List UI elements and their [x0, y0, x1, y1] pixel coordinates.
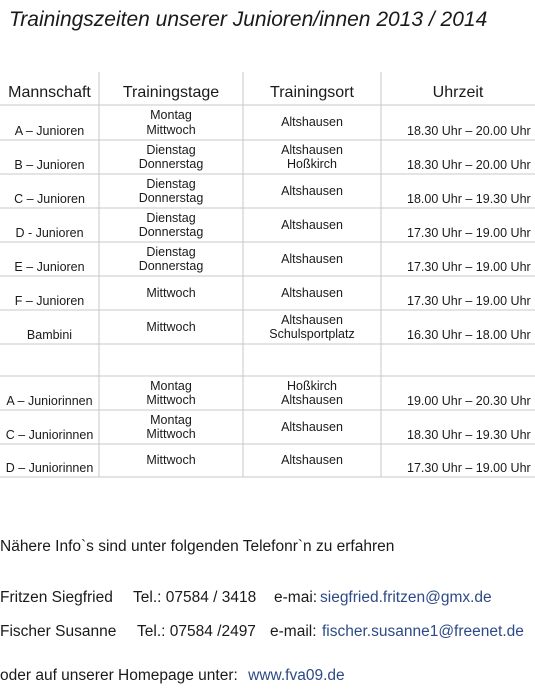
days-cell-text: Mittwoch [146, 427, 196, 441]
time-cell-text: 18.30 Uhr – 19.30 Uhr [407, 427, 531, 442]
days-cell-text: Donnerstag [138, 157, 204, 171]
team-cell-text: D - Junioren [15, 225, 84, 240]
header-trainingstage: Trainingstage [122, 83, 220, 101]
days-cell-text: Mittwoch [146, 453, 196, 468]
time-cell [381, 242, 535, 276]
time-cell [381, 410, 535, 444]
place-cell-text: Altshausen [281, 251, 343, 266]
time-cell-text: 17.30 Uhr – 19.00 Uhr [407, 460, 531, 475]
days-cell [99, 410, 243, 444]
time-cell [381, 174, 535, 208]
team-cell-text: A – Junioren [14, 123, 85, 138]
days-cell-text: Mittwoch [146, 285, 196, 300]
place-cell-text: Altshausen [281, 142, 343, 157]
days-cell-text: Dienstag [146, 176, 196, 191]
days-cell-text: Mittwoch [146, 122, 196, 137]
days-cell-text: Dienstag [146, 142, 196, 157]
homepage-link[interactable]: www.fva09.de [248, 667, 345, 684]
days-cell-text: Donnerstag [138, 225, 204, 239]
team-cell [0, 376, 99, 410]
team-cell [0, 410, 99, 444]
days-cell [99, 376, 243, 410]
team-cell-text: C – Junioren [14, 191, 85, 206]
days-cell-text: Donnerstag [138, 191, 204, 205]
homepage-label: oder auf unserer Homepage unter: [0, 667, 238, 684]
place-cell [243, 344, 381, 376]
time-cell [381, 444, 535, 477]
place-cell [243, 208, 381, 242]
days-cell [99, 242, 243, 276]
team-cell [0, 174, 99, 208]
place-cell-text: Altshausen [281, 393, 343, 407]
place-cell-text: Hoßkirch [286, 378, 337, 393]
place-cell-text: Schulsportplatz [269, 327, 355, 341]
header-uhrzeit: Uhrzeit [432, 83, 484, 101]
time-cell [381, 344, 535, 376]
days-cell-text: Donnerstag [138, 259, 204, 273]
place-cell [243, 105, 381, 140]
time-cell [381, 276, 535, 310]
team-cell [0, 105, 99, 140]
team-cell [0, 344, 99, 376]
place-cell-text: Altshausen [281, 312, 343, 327]
place-cell-text: Altshausen [281, 217, 343, 232]
days-cell [99, 276, 243, 310]
team-cell-text: Bambini [26, 327, 73, 342]
contact-tel: Tel.: 07584 /2497 [137, 623, 256, 640]
team-cell [0, 276, 99, 310]
homepage-line [0, 667, 345, 685]
time-cell-text: 17.30 Uhr – 19.00 Uhr [407, 259, 531, 274]
team-cell-text: F – Junioren [14, 293, 85, 308]
days-cell-text: Montag [150, 108, 192, 122]
contact-email-link[interactable]: fischer.susanne1@freenet.de [322, 623, 524, 640]
time-cell-text: 18.00 Uhr – 19.30 Uhr [407, 191, 531, 206]
place-cell-text: Altshausen [281, 115, 343, 130]
contact-name: Fischer Susanne [0, 623, 117, 640]
days-cell [99, 105, 243, 140]
time-cell-text: 18.30 Uhr – 20.00 Uhr [407, 157, 531, 172]
contact-name: Fritzen Siegfried [0, 589, 113, 606]
time-cell-text: 17.30 Uhr – 19.00 Uhr [407, 225, 531, 240]
contact-email-link[interactable]: siegfried.fritzen@gmx.de [320, 589, 492, 606]
contact-email-label: e-mai: [274, 589, 318, 606]
place-cell-text: Altshausen [281, 419, 343, 434]
days-cell-text: Dienstag [146, 210, 196, 225]
header-mannschaft: Mannschaft [8, 83, 91, 101]
time-cell-text: 18.30 Uhr – 20.00 Uhr [407, 123, 531, 138]
days-cell-text: Mittwoch [146, 393, 196, 407]
team-cell [0, 140, 99, 174]
place-cell [243, 376, 381, 410]
time-cell-text: 19.00 Uhr – 20.30 Uhr [407, 393, 531, 408]
contact-email-label: e-mail: [270, 623, 317, 640]
team-cell [0, 208, 99, 242]
days-cell-text: Dienstag [146, 244, 196, 259]
contact-tel: Tel.: 07584 / 3418 [133, 589, 257, 606]
days-cell-text: Mittwoch [146, 319, 196, 334]
header-trainingsort: Trainingsort [270, 83, 354, 101]
team-cell [0, 242, 99, 276]
time-cell [381, 105, 535, 140]
days-cell [99, 174, 243, 208]
time-cell-text: 16.30 Uhr – 18.00 Uhr [407, 327, 531, 342]
place-cell [243, 276, 381, 310]
team-cell [0, 444, 99, 477]
place-cell [243, 444, 381, 477]
team-cell-text: A – Juniorinnen [6, 393, 93, 408]
team-cell [0, 310, 99, 344]
place-cell [243, 242, 381, 276]
team-cell-text: C – Juniorinnen [5, 427, 94, 442]
days-cell [99, 310, 243, 344]
time-cell [381, 208, 535, 242]
page-title: Trainingszeiten unserer Junioren/innen 2013 / 2014 [9, 8, 488, 31]
place-cell [243, 174, 381, 208]
place-cell [243, 310, 381, 344]
place-cell-text: Altshausen [281, 285, 343, 300]
days-cell [99, 140, 243, 174]
days-cell-text: Montag [150, 412, 192, 427]
place-cell [243, 140, 381, 174]
place-cell [243, 410, 381, 444]
team-cell-text: E – Junioren [14, 259, 85, 274]
team-cell-text: B – Junioren [14, 157, 85, 172]
days-cell [99, 344, 243, 376]
info-heading: Nähere Info`s sind unter folgenden Telefonr`n zu erfahren [0, 538, 395, 555]
days-cell-text: Montag [150, 378, 192, 393]
place-cell-text: Altshausen [281, 453, 343, 468]
place-cell-text: Hoßkirch [286, 157, 337, 171]
time-cell [381, 140, 535, 174]
time-cell [381, 376, 535, 410]
team-cell-text: D – Juniorinnen [5, 460, 94, 475]
time-cell [381, 310, 535, 344]
place-cell-text: Altshausen [281, 183, 343, 198]
days-cell [99, 444, 243, 477]
time-cell-text: 17.30 Uhr – 19.00 Uhr [407, 293, 531, 308]
days-cell [99, 208, 243, 242]
